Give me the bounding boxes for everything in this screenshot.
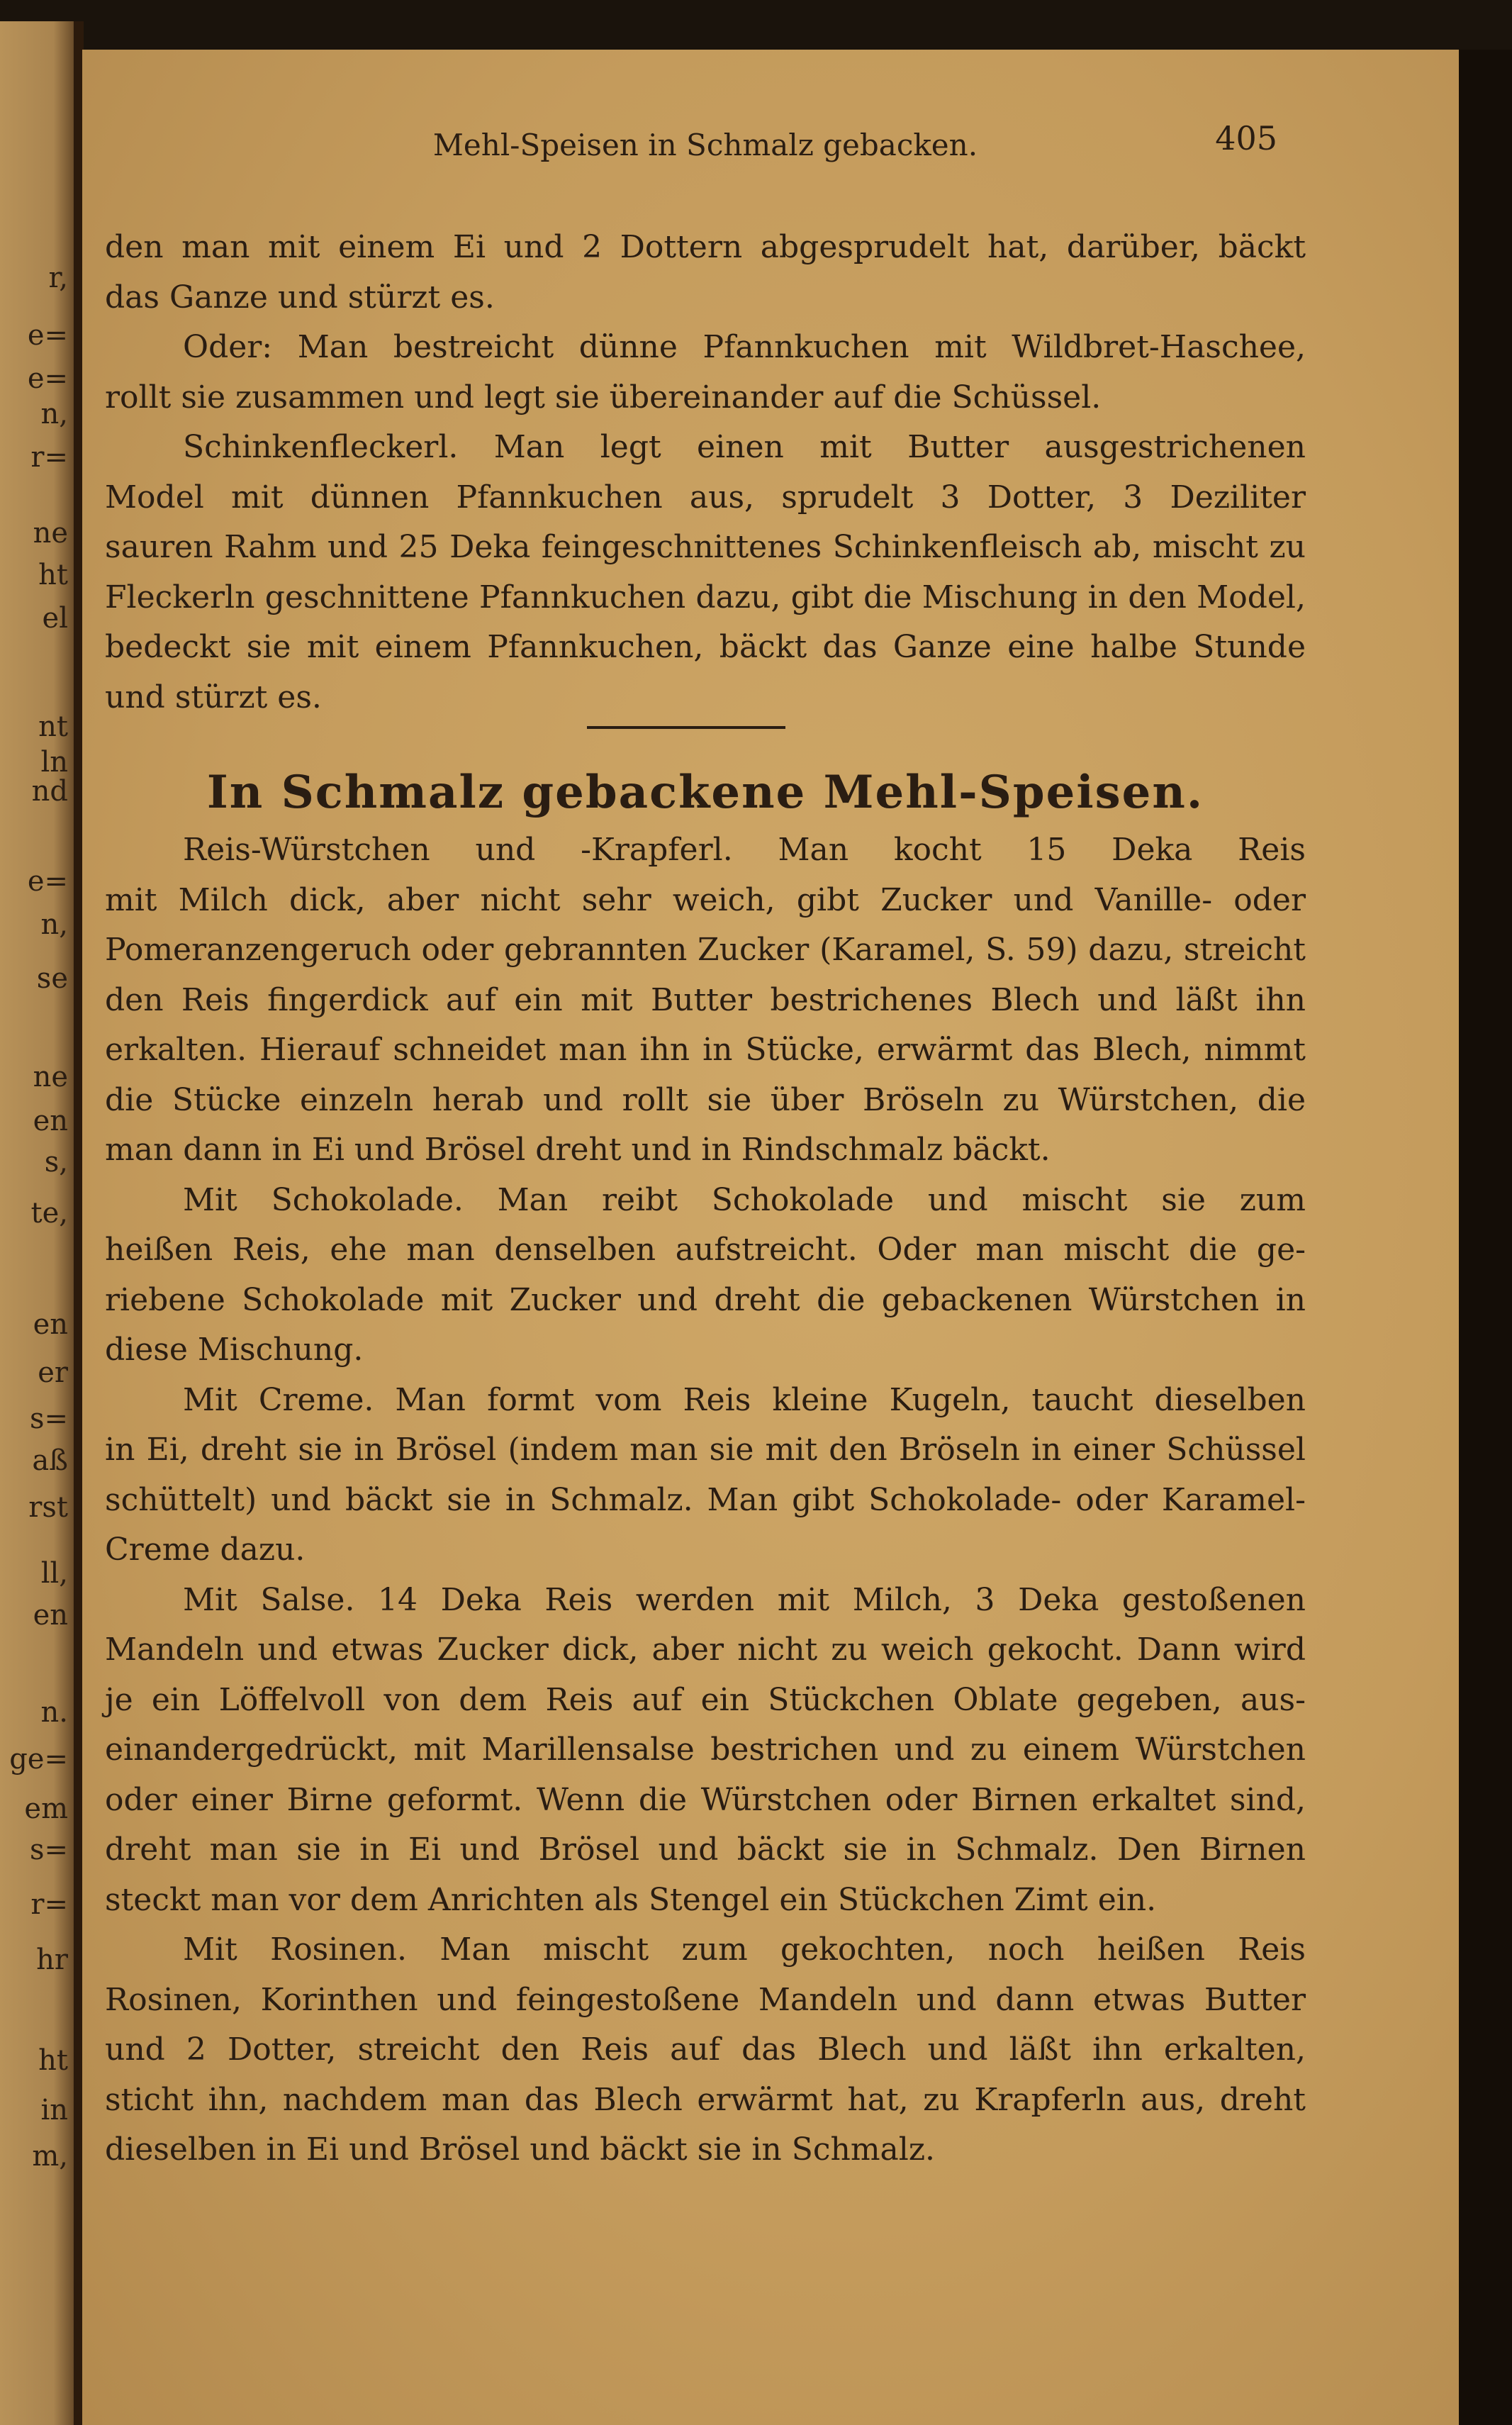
page-header <box>105 119 1306 167</box>
text-line: Model mit dünnen Pfannkuchen aus, sprudelt 3 Dotter, 3 Deziliter <box>105 479 1306 515</box>
running-title: Mehl-Speisen in Schmalz gebacken. <box>432 128 978 162</box>
text-line: Mit Schokolade. Man reibt Schokolade und mischt sie zum <box>183 1181 1306 1218</box>
text-line: oder einer Birne geformt. Wenn die Würstchen oder Birnen erkaltet sind, <box>105 1781 1306 1818</box>
left-page-fragment: el <box>42 602 68 635</box>
left-page-fragment: s= <box>29 1834 68 1867</box>
text-line: die Stücke einzeln herab und rollt sie über Bröseln zu Würstchen, die <box>105 1081 1306 1118</box>
text-line: den Reis fingerdick auf ein mit Butter bestrichenes Blech und läßt ihn <box>105 981 1306 1018</box>
left-page-fragment: r= <box>30 1888 68 1921</box>
text-line: Oder: Man bestreicht dünne Pfannkuchen mit Wildbret-Haschee, <box>183 329 1306 365</box>
text-line: Rosinen, Korinthen und feingestoßene Mandeln und dann etwas Butter <box>105 1981 1306 2018</box>
left-page-fragment: m, <box>32 2140 68 2173</box>
left-page-fragment: s= <box>29 1403 68 1436</box>
left-page-fragment: n. <box>40 1696 68 1729</box>
left-page-fragment: n, <box>40 908 68 941</box>
text-line: rollt sie zusammen und legt sie übereinander auf die Schüssel. <box>105 379 1102 416</box>
page-border <box>1459 50 1512 2425</box>
left-page-fragment: em <box>24 1792 68 1825</box>
text-line: steckt man vor dem Anrichten als Stengel ein Stückchen Zimt ein. <box>105 1881 1157 1918</box>
left-page-fragment: er <box>38 1356 68 1389</box>
text-line: Reis-Würstchen und -Krapferl. Man kocht 15 Deka Reis <box>183 832 1306 868</box>
section-2-text <box>105 825 1306 2175</box>
text-line: Pomeranzengeruch oder gebrannten Zucker (Karamel, S. 59) dazu, streicht <box>105 932 1306 968</box>
left-page-fragment: ge= <box>9 1742 68 1775</box>
text-line: einandergedrückt, mit Marillensalse bestrichen und zu einem Würstchen <box>105 1732 1306 1768</box>
text-line: sauren Rahm und 25 Deka feingeschnittenes Schinkenfleisch ab, mischt zu <box>105 529 1306 565</box>
text-line: schüttelt) und bäckt sie in Schmalz. Man gibt Schokolade- oder Karamel- <box>105 1481 1306 1518</box>
text-line: Mandeln und etwas Zucker dick, aber nicht zu weich gekocht. Dann wird <box>105 1632 1306 1668</box>
text-line: mit Milch dick, aber nicht sehr weich, gibt Zucker und Vanille- oder <box>105 881 1306 918</box>
text-line: Mit Rosinen. Man mischt zum gekochten, noch heißen Reis <box>183 1931 1306 1968</box>
text-line: diese Mischung. <box>105 1332 364 1368</box>
left-page-fragment: ne <box>33 517 68 550</box>
text-line: Schinkenfleckerl. Man legt einen mit Butter ausgestrichenen <box>183 429 1306 465</box>
text-line: Mit Creme. Man formt vom Reis kleine Kugeln, taucht dieselben <box>183 1381 1306 1418</box>
text-line: Mit Salse. 14 Deka Reis werden mit Milch, 3 Deka gestoßenen <box>183 1581 1306 1618</box>
text-line: je ein Löffelvoll von dem Reis auf ein Stückchen Oblate gegeben, aus- <box>105 1681 1306 1718</box>
left-page-fragment: in <box>40 2093 68 2126</box>
left-page-fragment: r= <box>30 441 68 474</box>
left-page-fragment: nd <box>31 775 68 808</box>
text-line: und stürzt es. <box>105 679 322 715</box>
text-line: und 2 Dotter, streicht den Reis auf das Blech und läßt ihn erkalten, <box>105 2031 1306 2068</box>
text-line: in Ei, dreht sie in Brösel (indem man sie mit den Bröseln in einer Schüssel <box>105 1432 1306 1468</box>
left-page-fragment: e= <box>27 864 68 898</box>
left-page-fragment: hr <box>36 1944 68 1977</box>
left-page-fragment: ne <box>33 1061 68 1094</box>
page-number: 405 <box>1215 119 1277 157</box>
left-page-fragment: n, <box>40 398 68 431</box>
left-page-fragment: ht <box>38 558 68 591</box>
text-line: Fleckerln geschnittene Pfannkuchen dazu, gibt die Mischung in den Model, <box>105 579 1306 615</box>
left-page-fragment: ht <box>38 2044 68 2077</box>
text-line: heißen Reis, ehe man denselben aufstreicht. Oder man mischt die ge- <box>105 1232 1306 1268</box>
section-1-text <box>105 223 1306 723</box>
left-page-fragment: en <box>33 1308 68 1342</box>
text-line: Creme dazu. <box>105 1532 306 1568</box>
left-page-fragment: r, <box>48 262 68 295</box>
left-page-fragment: s, <box>44 1146 68 1179</box>
left-page-fragment: en <box>33 1104 68 1137</box>
text-line: den man mit einem Ei und 2 Dottern abgesprudelt hat, darüber, bäckt <box>105 229 1306 265</box>
text-line: dieselben in Ei und Brösel und bäckt sie in Schmalz. <box>105 2131 936 2168</box>
text-line: sticht ihn, nachdem man das Blech erwärmt hat, zu Krapferln aus, dreht <box>105 2081 1306 2118</box>
left-page-fragment: e= <box>27 362 68 396</box>
section-heading: In Schmalz gebackene Mehl-Speisen. <box>206 766 1204 819</box>
text-line: das Ganze und stürzt es. <box>105 279 495 316</box>
left-page-fragment: aß <box>32 1444 68 1478</box>
left-page-fragment: rst <box>28 1490 68 1524</box>
text-line: bedeckt sie mit einem Pfannkuchen, bäckt das Ganze eine halbe Stunde <box>105 629 1306 665</box>
text-line: man dann in Ei und Brösel dreht und in Rindschmalz bäckt. <box>105 1132 1051 1168</box>
left-page-fragment: nt <box>38 710 68 743</box>
section-divider <box>587 726 785 729</box>
left-page-fragment: te, <box>30 1197 68 1230</box>
text-line: dreht man sie in Ei und Brösel und bäckt sie in Schmalz. Den Birnen <box>105 1832 1306 1868</box>
left-page-fragment: ll, <box>40 1557 68 1590</box>
text-line: riebene Schokolade mit Zucker und dreht die gebackenen Würstchen in <box>105 1281 1306 1318</box>
left-page-fragment: ln <box>40 745 68 779</box>
left-page-fragment: e= <box>27 319 68 352</box>
left-page-fragment: se <box>36 961 68 995</box>
text-line: erkalten. Hierauf schneidet man ihn in Stücke, erwärmt das Blech, nimmt <box>105 1032 1306 1068</box>
left-page-fragment: en <box>33 1599 68 1632</box>
